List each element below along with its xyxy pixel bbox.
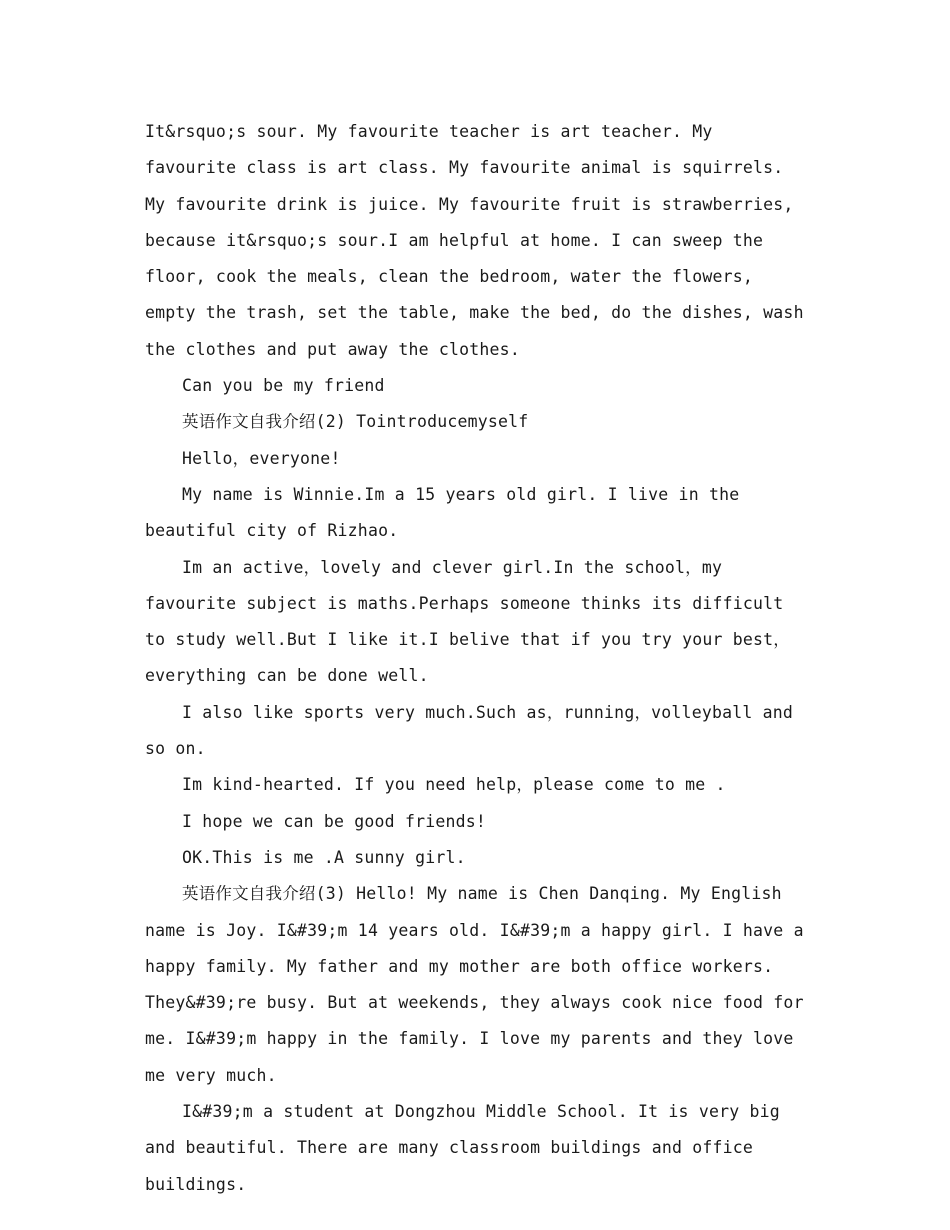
paragraph-personality: Im an active，lovely and clever girl.In the school，my favourite subject is maths.Perhaps someone thinks its difficult to study well.But I like it.I belive that if you try your best，everything can be done well. [145, 557, 790, 686]
paragraph-greeting: Hello，everyone! [182, 448, 341, 468]
paragraph-sports: I also like sports very much.Such as，running，volleyball and so on. [145, 702, 794, 759]
paragraph-sunny: OK.This is me .A sunny girl. [182, 847, 466, 867]
document-body [145, 114, 810, 1203]
essay-heading-2: 英语作文自我介绍(2) Tointroducemyself [182, 412, 529, 432]
paragraph-school: I&#39;m a student at Dongzhou Middle School. It is very big and beautiful. There are many classroom buildings and office buildings. [145, 1102, 780, 1194]
paragraph-1: It&rsquo;s sour. My favourite teacher is art teacher. My favourite class is art class. My favourite animal is squirrels. My favourite drink is juice. My favourite fruit is strawberries, because it&rsquo;s sour.I am helpful at home. I can sweep the floor, cook the meals, clean the bedroom, water the flowers, empty the trash, set the table, make the bed, do the dishes, wash the clothes and put away the clothes. [145, 122, 804, 359]
paragraph-friends: I hope we can be good friends! [182, 811, 487, 831]
essay-heading-3: 英语作文自我介绍(3) Hello! My name is Chen Danqing. My English name is Joy. I&#39;m 14 years old. I&#39;m a happy girl. I have a happy family. My father and my mother are both office workers. They&#39;re busy. But at weekends, they always cook nice food for me. I&#39;m happy in the family. I love my parents and they love me very much. [145, 884, 804, 1085]
paragraph-2: Can you be my friend [182, 376, 385, 396]
paragraph-name: My name is Winnie.Im a 15 years old girl. I live in the beautiful city of Rizhao. [145, 484, 740, 541]
paragraph-kind: Im kind-hearted. If you need help，please come to me . [182, 775, 726, 795]
